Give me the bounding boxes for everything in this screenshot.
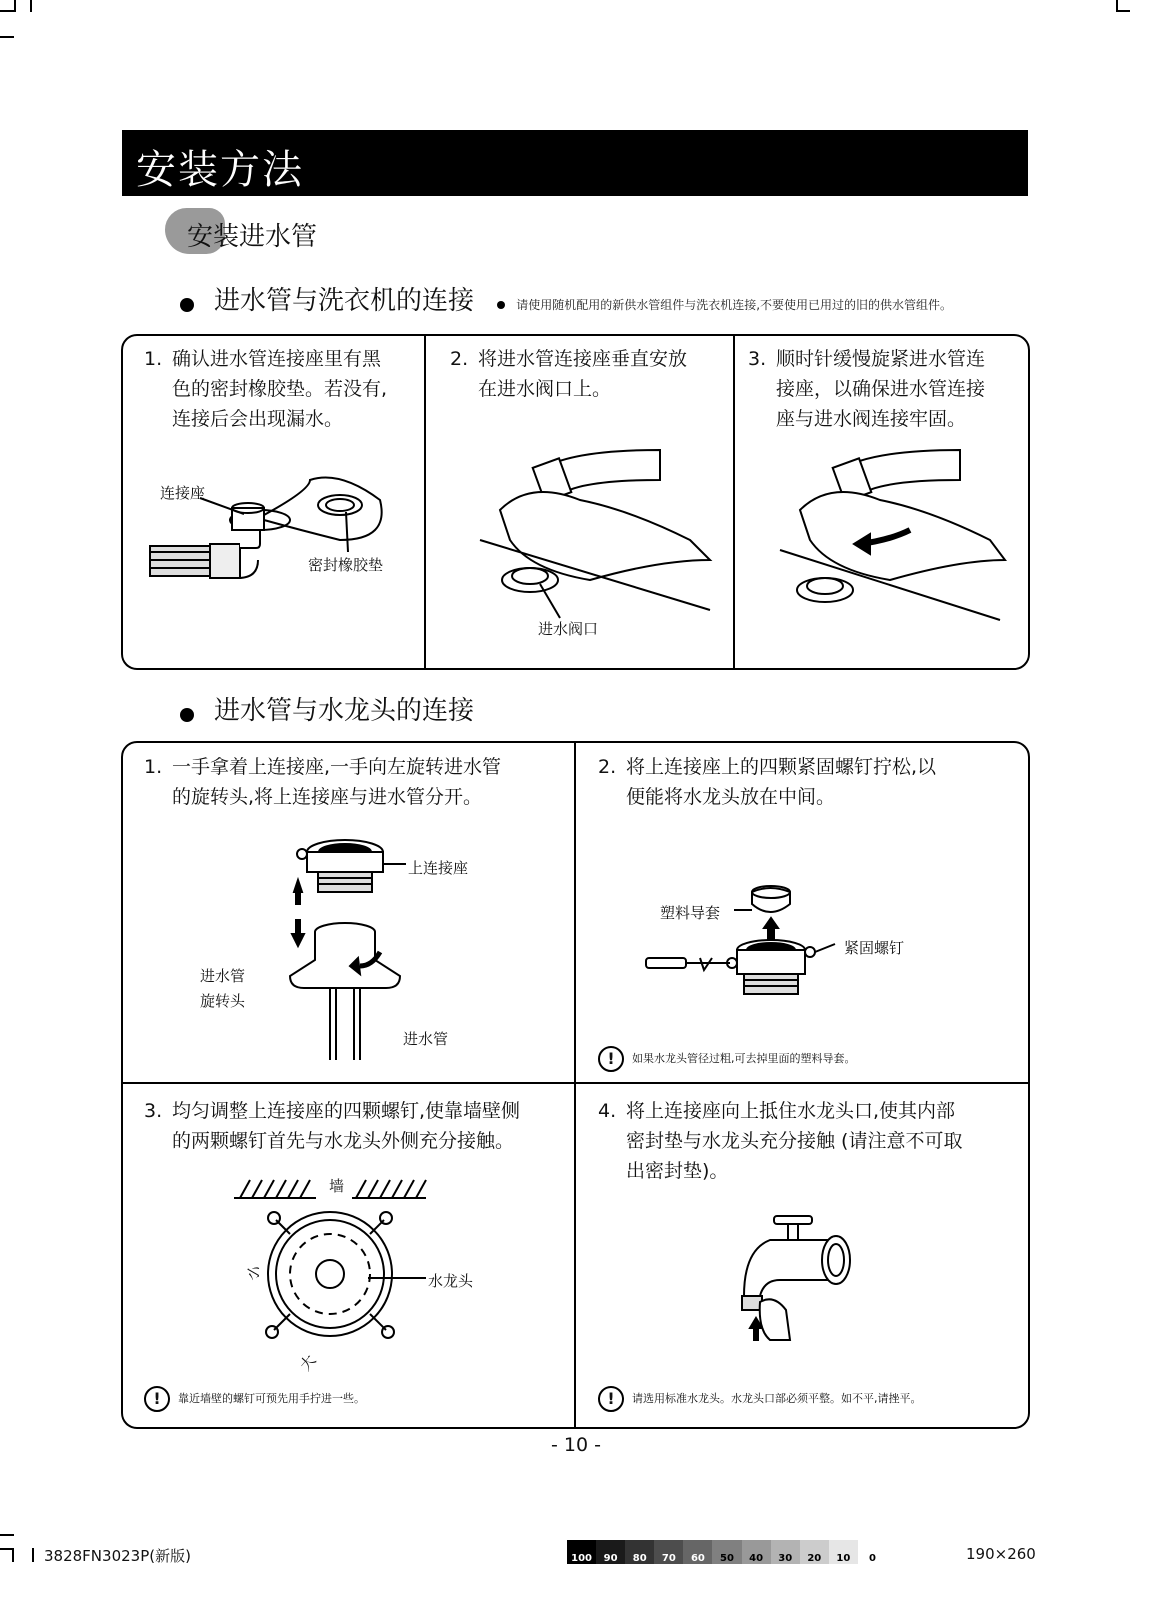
crop-mark <box>0 1548 12 1550</box>
warning-note-3 <box>144 1386 564 1412</box>
gray-swatch: 40 <box>742 1540 771 1564</box>
hand-tighten-connector-illustration <box>770 440 1010 620</box>
gray-swatch: 50 <box>712 1540 741 1564</box>
gray-swatch: 100 <box>567 1540 596 1564</box>
label-wall: 墙 <box>329 1177 345 1195</box>
bullet-icon <box>180 708 194 722</box>
step-line: 色的密封橡胶垫。若没有, <box>172 378 388 400</box>
label-small: 小 <box>242 1261 266 1284</box>
label-large: 大 <box>296 1351 320 1375</box>
step-line: 连接后会出现漏水。 <box>172 408 344 430</box>
step-line: 将进水管连接座垂直安放 <box>478 348 688 370</box>
gray-swatch: 20 <box>800 1540 829 1564</box>
step-number: 1. <box>144 348 163 370</box>
label-plastic-guide: 塑料导套 <box>660 904 721 922</box>
bullet-icon <box>180 298 194 312</box>
divider <box>574 743 576 1427</box>
footer-code: 3828FN3023P(新版) <box>44 1547 191 1565</box>
p2-step-3 <box>144 1096 564 1158</box>
divider <box>733 336 735 668</box>
step-line: 在进水阀口上。 <box>478 378 612 400</box>
label-rotating-head-2: 旋转头 <box>200 992 246 1010</box>
step-line: 密封垫与水龙头充分接触 (请注意不可取 <box>626 1130 963 1152</box>
p2-step-4 <box>598 1096 1018 1188</box>
label-faucet: 水龙头 <box>428 1272 474 1290</box>
warning-text: 请选用标准水龙头。水龙头口部必须平整。如不平,请挫平。 <box>632 1392 922 1405</box>
step-number: 2. <box>450 348 469 370</box>
step-number: 2. <box>598 756 617 778</box>
p1-step-2 <box>450 344 720 406</box>
divider <box>424 336 426 668</box>
crop-mark <box>14 0 16 12</box>
section-heading <box>165 206 425 256</box>
warning-text: 靠近墙壁的螺钉可预先用手拧进一些。 <box>178 1392 365 1405</box>
loosen-screws-illustration <box>640 880 840 1000</box>
exclamation-icon: ! <box>144 1386 170 1412</box>
p1-step-3 <box>748 344 1018 436</box>
crop-mark <box>0 1534 14 1536</box>
p2-step-2 <box>598 752 1018 814</box>
crop-mark <box>30 0 32 12</box>
part2-heading-row <box>180 690 680 724</box>
gray-scale-bar <box>567 1540 887 1564</box>
label-connector: 连接座 <box>160 484 206 502</box>
crop-mark <box>0 36 14 38</box>
label-upper-connector: 上连接座 <box>408 859 469 877</box>
divider <box>123 1082 1028 1084</box>
step-number: 1. <box>144 756 163 778</box>
step-number: 3. <box>144 1100 163 1122</box>
exclamation-icon: ! <box>598 1046 624 1072</box>
section-title: 安装进水管 <box>187 222 318 252</box>
part1-heading-row <box>180 280 1060 314</box>
warning-note-4 <box>598 1386 1018 1412</box>
gray-swatch: 0 <box>858 1540 887 1564</box>
page-number: - 10 - <box>551 1434 601 1456</box>
p1-step-1 <box>144 344 414 436</box>
part1-note: 请使用随机配用的新供水管组件与洗衣机连接,不要使用已用过的旧的供水管组件。 <box>516 298 953 312</box>
gray-swatch: 70 <box>654 1540 683 1564</box>
label-screw: 紧固螺钉 <box>844 939 905 957</box>
bullet-icon <box>497 301 505 309</box>
part1-heading: 进水管与洗衣机的连接 <box>214 286 475 316</box>
gray-swatch: 90 <box>596 1540 625 1564</box>
crop-mark <box>12 1548 14 1562</box>
step-number: 3. <box>748 348 767 370</box>
step-line: 将上连接座上的四颗紧固螺钉拧松,以 <box>626 756 937 778</box>
label-rotating-head-1: 进水管 <box>200 967 246 985</box>
page-title-bar <box>122 130 1028 196</box>
step-line: 均匀调整上连接座的四颗螺钉,使靠墙壁侧 <box>172 1100 521 1122</box>
crop-mark <box>32 1548 34 1562</box>
gray-swatch: 80 <box>625 1540 654 1564</box>
connector-gasket-illustration <box>140 460 410 600</box>
label-valve: 进水阀口 <box>538 620 599 638</box>
step-line: 一手拿着上连接座,一手向左旋转进水管 <box>172 756 502 778</box>
gray-swatch: 10 <box>829 1540 858 1564</box>
separate-connector-illustration <box>280 830 410 1060</box>
crop-mark <box>1116 10 1130 12</box>
part2-heading: 进水管与水龙头的连接 <box>214 696 475 726</box>
footer-size: 190×260 <box>966 1545 1036 1563</box>
hand-place-connector-illustration <box>470 440 720 620</box>
step-line: 便能将水龙头放在中间。 <box>626 786 836 808</box>
exclamation-icon: ! <box>598 1386 624 1412</box>
crop-mark <box>0 10 14 12</box>
step-line: 确认进水管连接座里有黑 <box>172 348 382 370</box>
step-number: 4. <box>598 1100 617 1122</box>
step-line: 座与进水阀连接牢固。 <box>776 408 967 430</box>
step-line: 出密封垫)。 <box>626 1160 729 1182</box>
warning-text: 如果水龙头管径过粗,可去掉里面的塑料导套。 <box>632 1052 856 1065</box>
gray-swatch: 30 <box>771 1540 800 1564</box>
label-gasket: 密封橡胶垫 <box>308 556 384 574</box>
step-line: 顺时针缓慢旋紧进水管连 <box>776 348 986 370</box>
warning-note-2 <box>598 1046 1018 1072</box>
step-line: 的两颗螺钉首先与水龙头外侧充分接触。 <box>172 1130 515 1152</box>
step-line: 接座，以确保进水管连接 <box>776 378 986 400</box>
label-hose: 进水管 <box>403 1030 449 1048</box>
faucet-press-illustration <box>730 1210 860 1350</box>
page-title: 安装方法 <box>136 147 304 193</box>
crop-mark <box>1116 0 1118 12</box>
p2-step-1 <box>144 752 564 814</box>
step-line: 将上连接座向上抵住水龙头口,使其内部 <box>626 1100 956 1122</box>
step-line: 的旋转头,将上连接座与进水管分开。 <box>172 786 483 808</box>
gray-swatch: 60 <box>683 1540 712 1564</box>
